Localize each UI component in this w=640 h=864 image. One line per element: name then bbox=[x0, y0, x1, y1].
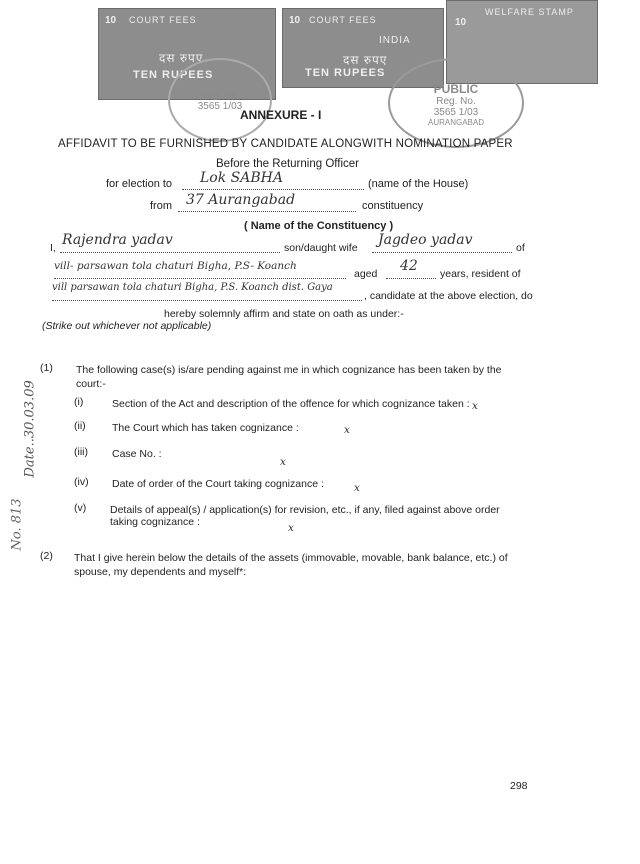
from-prefix: from bbox=[150, 200, 172, 212]
stamp-ten-rupees: TEN RUPEES bbox=[305, 67, 386, 79]
from-line bbox=[150, 194, 450, 214]
election-value: Lok SABHA bbox=[200, 170, 283, 186]
address2-line bbox=[52, 282, 538, 304]
name-line bbox=[50, 234, 530, 256]
of-label: of bbox=[516, 242, 525, 254]
election-prefix: for election to bbox=[106, 178, 173, 190]
seal-public: PUBLIC bbox=[433, 82, 479, 96]
seal-regno: 3565 1/03 bbox=[197, 101, 243, 112]
stamp-hindi: दस रुपए bbox=[159, 51, 204, 65]
candidate-text: , candidate at the above election, do bbox=[364, 290, 533, 302]
name-value: Rajendra yadav bbox=[62, 232, 173, 248]
item-text-2: taking cognizance : bbox=[110, 516, 200, 528]
election-field bbox=[182, 172, 364, 190]
item-mark: x bbox=[280, 456, 286, 468]
item-mark: x bbox=[288, 522, 294, 534]
father-value: Jagdeo yadav bbox=[378, 232, 473, 248]
address-line bbox=[54, 260, 528, 282]
father-field bbox=[372, 234, 512, 253]
from-value: 37 Aurangabad bbox=[186, 192, 296, 208]
affidavit-title: AFFIDAVIT TO BE FURNISHED BY CANDIDATE ALONGWITH NOMINATION PAPER bbox=[58, 138, 513, 150]
section1-text-b: court:- bbox=[76, 378, 106, 390]
margin-date-note: Date..30.03.09 bbox=[22, 380, 38, 478]
item-text: Section of the Act and description of the offence for which cognizance taken : bbox=[112, 398, 470, 410]
stamp-ten-rupees: TEN RUPEES bbox=[133, 69, 214, 81]
item-num: (ii) bbox=[74, 420, 86, 432]
i-prefix: I, bbox=[50, 242, 56, 254]
section1-text: The following case(s) is/are pending against me in which cognizance has been taken by the bbox=[76, 364, 502, 376]
relation-label: son/daught wife bbox=[284, 242, 358, 254]
margin-number-note: No. 813 bbox=[9, 498, 25, 551]
page-number: 298 bbox=[510, 780, 528, 792]
notary-seal-right bbox=[388, 58, 524, 148]
election-suffix: (name of the House) bbox=[368, 178, 469, 190]
item-num: (iv) bbox=[74, 476, 89, 488]
seal-reg: Reg. No. bbox=[436, 96, 476, 107]
seal-regno: 3565 1/03 bbox=[433, 107, 479, 118]
item-num: (iii) bbox=[74, 446, 88, 458]
stamp-denomination: 10 bbox=[455, 17, 467, 28]
item-num: (v) bbox=[74, 502, 87, 514]
section2-text: That I give herein below the details of the assets (immovable, movable, bank balance, etc.) of bbox=[74, 552, 508, 564]
item-mark: x bbox=[354, 482, 360, 494]
item-mark: x bbox=[344, 424, 350, 436]
section1-num: (1) bbox=[40, 362, 53, 374]
before-officer: Before the Returning Officer bbox=[216, 158, 359, 170]
stamp-denomination: 10 bbox=[289, 15, 301, 26]
seal-reg: Reg. No. bbox=[200, 90, 240, 101]
strike-note: (Strike out whichever not applicable) bbox=[42, 320, 212, 332]
address2-value: vill parsawan tola chaturi Bigha, P.S. Koanch dist. Gaya bbox=[52, 282, 333, 293]
seal-city: AURANGABAD bbox=[427, 118, 484, 127]
item-text: Details of appeal(s) / application(s) for revision, etc., if any, filed against above order bbox=[110, 504, 500, 516]
item-num: (i) bbox=[74, 396, 84, 408]
address-value: vill- parsawan tola chaturi Bigha, P.S- Koanch bbox=[54, 260, 297, 272]
solemnly-affirm: hereby solemnly affirm and state on oath as under:- bbox=[164, 308, 404, 320]
stamp-india: INDIA bbox=[379, 35, 411, 46]
address-field bbox=[54, 260, 346, 279]
notary-seal-left bbox=[168, 58, 272, 142]
election-line bbox=[106, 172, 526, 192]
welfare-label: WELFARE STAMP bbox=[485, 7, 574, 17]
item-text: The Court which has taken cognizance : bbox=[112, 422, 299, 434]
age-field bbox=[386, 260, 436, 279]
item-mark: x bbox=[472, 400, 478, 412]
stamp-court-fee: COURT FEES bbox=[129, 15, 197, 25]
annexure-heading: ANNEXURE - I bbox=[240, 108, 322, 122]
address2-field bbox=[52, 282, 362, 301]
age-value: 42 bbox=[400, 258, 418, 274]
stamp-court-fee: COURT FEES bbox=[309, 15, 377, 25]
aged-label: aged bbox=[354, 268, 378, 280]
stamp-denomination: 10 bbox=[105, 15, 117, 26]
years-label: years, resident of bbox=[440, 268, 521, 280]
constituency-label: ( Name of the Constituency ) bbox=[244, 220, 394, 232]
item-text: Case No. : bbox=[112, 448, 162, 460]
item-text: Date of order of the Court taking cognizance : bbox=[112, 478, 324, 490]
name-field bbox=[60, 234, 280, 253]
from-suffix: constituency bbox=[362, 200, 424, 212]
stamp-hindi: दस रुपए bbox=[343, 53, 388, 67]
section2-num: (2) bbox=[40, 550, 53, 562]
section2-text-b: spouse, my dependents and myself*: bbox=[74, 566, 247, 578]
from-field bbox=[178, 194, 356, 212]
